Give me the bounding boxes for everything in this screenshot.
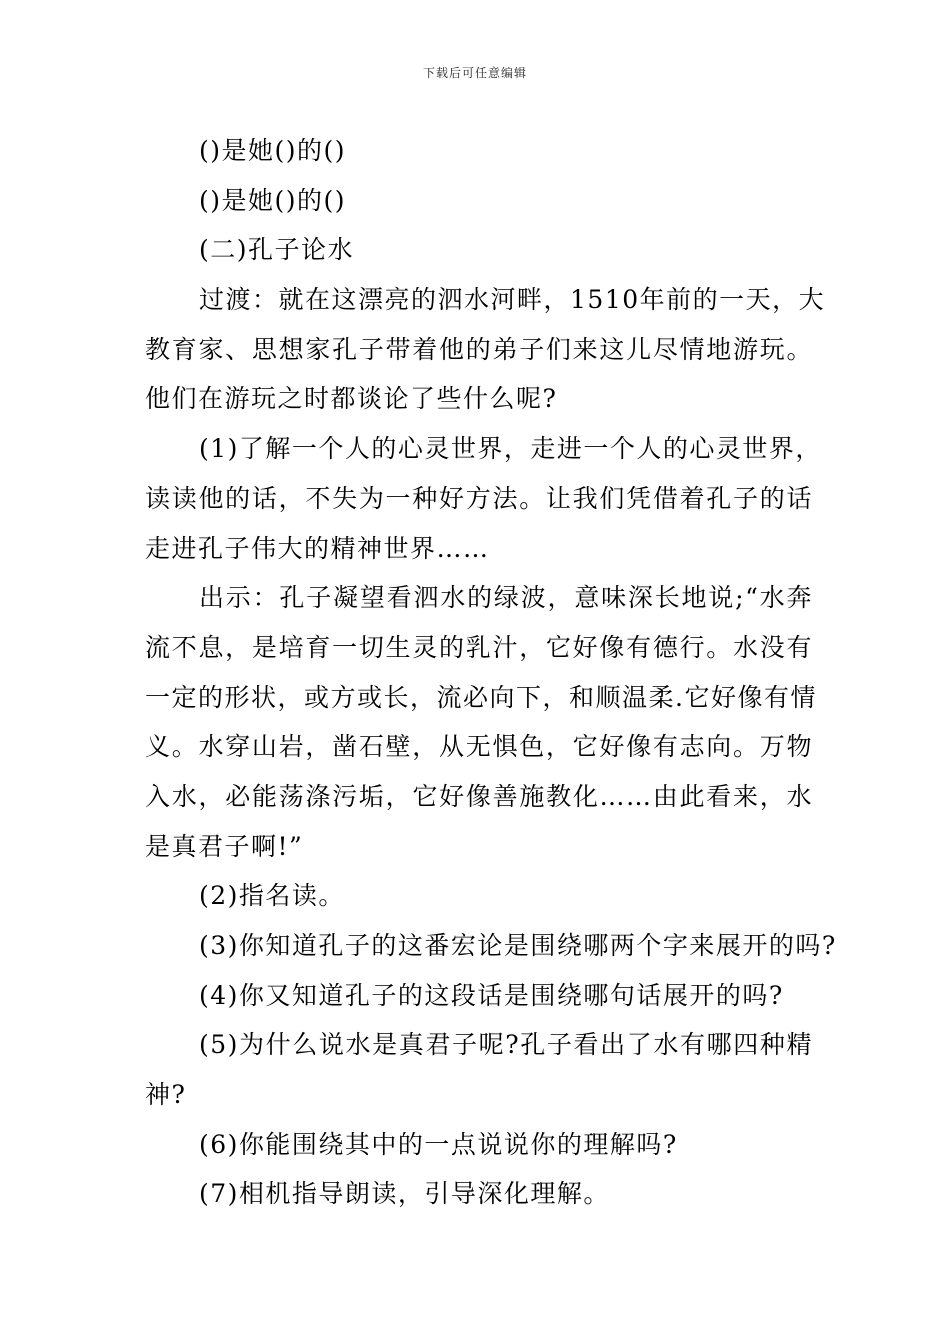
section-heading: (二)孔子论水: [199, 235, 355, 265]
paragraph-line: 是真君子啊!”: [145, 831, 304, 861]
document-body: [145, 126, 837, 1219]
list-item: (5)为什么说水是真君子呢?孔子看出了水有哪四种精: [199, 1030, 813, 1060]
list-item: (4)你又知道孔子的这段话是围绕哪句话展开的吗?: [199, 980, 784, 1010]
list-item: (7)相机指导朗读，引导深化理解。: [199, 1179, 610, 1209]
paragraph-line: 一定的形状，或方或长，流必向下，和顺温柔.它好像有情: [145, 682, 817, 712]
paragraph-line: 出示：孔子凝望看泗水的绿波，意味深长地说;“水奔: [199, 583, 813, 613]
list-item: (2)指名读。: [199, 881, 345, 911]
list-item: (6)你能围绕其中的一点说说你的理解吗?: [199, 1129, 678, 1159]
paragraph-line: 教育家、思想家孔子带着他的弟子们来这儿尽情地游玩。: [145, 334, 813, 364]
blank-fill-line-2: ()是她()的(): [199, 185, 347, 215]
paragraph-line: 流不息，是培育一切生灵的乳汁，它好像有德行。水没有: [145, 632, 813, 662]
page-header: 下载后可任意编辑: [422, 66, 527, 80]
paragraph-line: 入水，必能荡涤污垢，它好像善施教化……由此看来，水: [145, 781, 813, 811]
paragraph-line: (1)了解一个人的心灵世界，走进一个人的心灵世界，: [199, 434, 822, 464]
paragraph-line: 义。水穿山岩，凿石壁，从无惧色，它好像有志向。万物: [145, 732, 813, 762]
paragraph-line: 他们在游玩之时都谈论了些什么呢?: [145, 384, 558, 414]
list-item: (3)你知道孔子的这番宏论是围绕哪两个字来展开的吗?: [199, 931, 837, 960]
paragraph-line: 读读他的话，不失为一种好方法。让我们凭借着孔子的话: [145, 483, 813, 513]
paragraph-line: 过渡：就在这漂亮的泗水河畔，1510年前的一天，大: [199, 285, 826, 315]
list-item-continuation: 神?: [145, 1080, 187, 1110]
blank-fill-line-1: ()是她()的(): [199, 136, 347, 165]
paragraph-line: 走进孔子伟大的精神世界……: [145, 533, 490, 563]
